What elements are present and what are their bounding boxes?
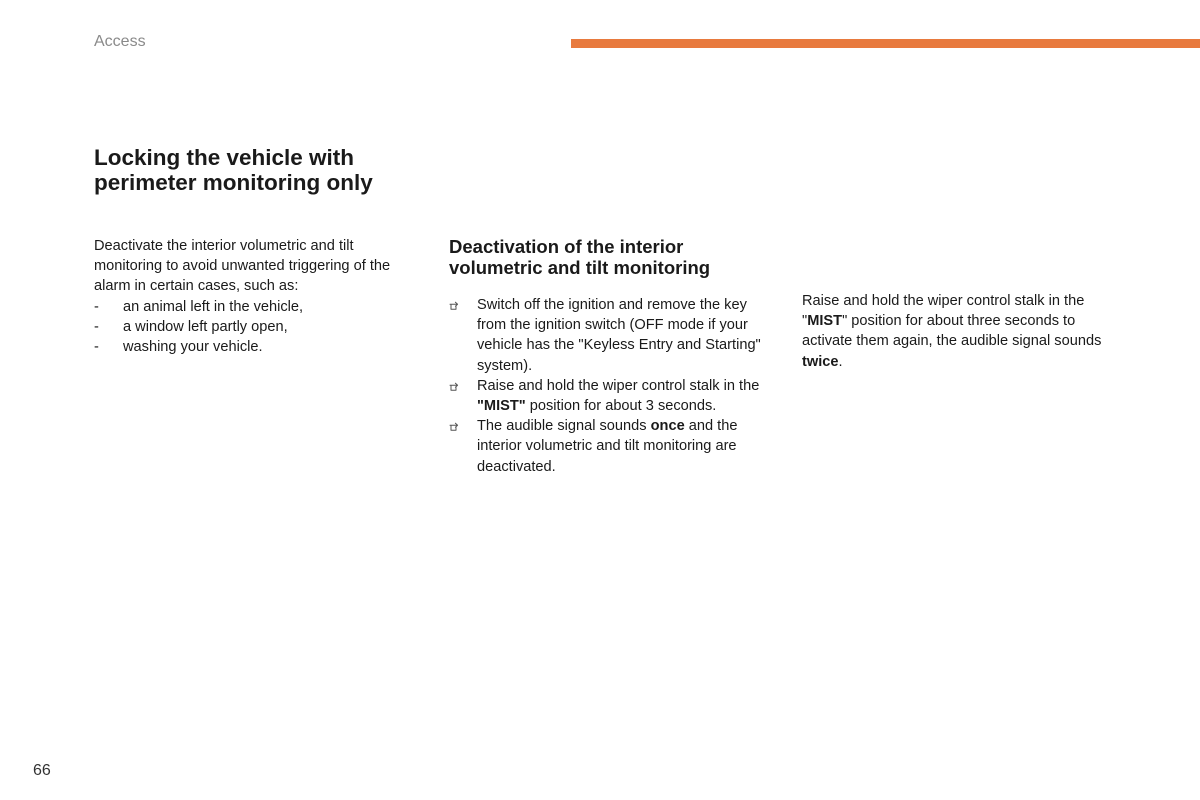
step-item	[449, 295, 769, 376]
step-text: Switch off the ignition and remove the key from the ignition switch (OFF mode if your vehicle has the "Keyless Entry and Starting" system).	[477, 297, 761, 374]
step-text-before: The audible signal sounds	[477, 418, 651, 435]
reactivation-text	[802, 291, 1112, 372]
pointing-hand-icon	[449, 420, 461, 432]
step-text-after: position for about 3 seconds.	[525, 398, 717, 415]
deactivation-heading: Deactivation of the interior volumetric and tilt monitoring	[449, 236, 711, 278]
step-text-after: and the interior volumetric and tilt monitoring are deactivated.	[477, 418, 738, 475]
twice-label: twice	[802, 353, 839, 370]
reactivation-column	[802, 291, 1112, 372]
list-item	[94, 337, 424, 357]
mist-label: "MIST"	[477, 398, 526, 415]
cases-list	[94, 297, 424, 358]
deactivation-column	[449, 237, 769, 477]
intro-text: Deactivate the interior volumetric and tilt monitoring to avoid unwanted triggering of the alarm in certain cases, such as:	[94, 238, 391, 295]
page-number: 66	[33, 762, 51, 779]
case-text: an animal left in the vehicle,	[123, 298, 304, 315]
mist-label: MIST	[807, 313, 843, 330]
step-text-before: Raise and hold the wiper control stalk in the	[477, 377, 760, 394]
once-label: once	[650, 418, 685, 435]
case-text: a window left partly open,	[123, 318, 288, 335]
list-item	[94, 317, 424, 337]
intro-column	[94, 236, 424, 357]
deactivation-steps	[449, 295, 769, 477]
bullet-dash: -	[94, 339, 99, 356]
reactivation-prefix: Raise and hold the wiper control stalk in the "	[802, 293, 1085, 330]
section-label: Access	[94, 33, 146, 50]
list-item	[94, 297, 424, 317]
bullet-dash: -	[94, 298, 99, 315]
step-item	[449, 376, 769, 416]
reactivation-middle: " position for about three seconds to activate them again, the audible signal sounds	[802, 313, 1102, 350]
page-title: Locking the vehicle with perimeter monitoring only	[94, 145, 373, 195]
bullet-dash: -	[94, 318, 99, 335]
pointing-hand-icon	[449, 380, 461, 392]
header-accent-bar	[571, 39, 1200, 48]
reactivation-suffix: .	[838, 353, 843, 370]
step-item	[449, 416, 769, 477]
pointing-hand-icon	[449, 299, 461, 311]
case-text: washing your vehicle.	[123, 339, 263, 356]
